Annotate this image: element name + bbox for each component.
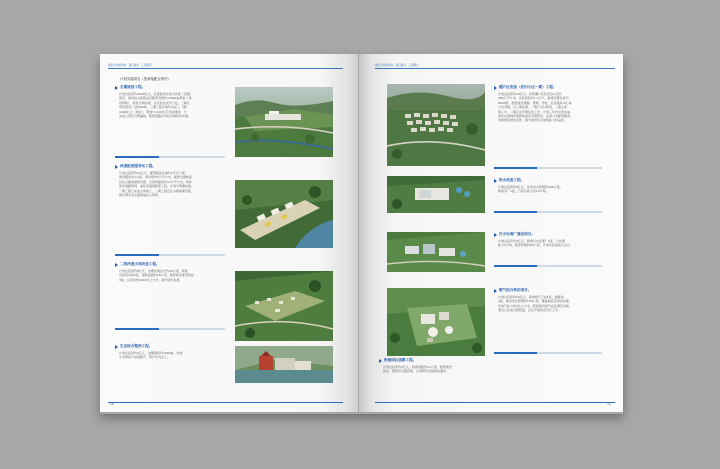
right-header-rule: [375, 68, 615, 69]
body-line: 计划总投资约3000亿元，沿高铁线布设分阶段（近期）: [119, 92, 193, 96]
right-running-header: 国家计划和规划 · 项目建设 · 工程简介: [375, 64, 419, 67]
body-line: 及改造水库2座，堤防加固约18公里，配套建设排涝泵站: [119, 273, 194, 278]
site-rendering-image: [235, 180, 333, 248]
left-section-3-body: [119, 269, 225, 282]
right-section-5-body: [383, 365, 603, 374]
section-marker-icon: [115, 345, 118, 349]
right-section-1-divider: [494, 167, 602, 169]
body-line: 280万平方米，涉及居民约1.2万户，新建安置住房约: [498, 96, 569, 101]
body-line: 设用地），项目分期实施，全线设站点约十处。二期可: [119, 100, 190, 105]
section-marker-icon: [379, 359, 382, 363]
left-section-2-title: [115, 164, 156, 169]
section-marker-icon: [494, 86, 497, 90]
body-line: 计划总投资约10亿元，新建燃气门站1座，储配站: [498, 295, 564, 299]
left-section-4-body: [119, 351, 225, 360]
body-line: 公共设施，分三期实施，一期已交付使用，二期主体: [498, 105, 568, 110]
body-line: 2座，铺设中压管网约150公里，覆盖城区及周边乡镇，: [498, 299, 572, 304]
treatment-plant-image: [387, 232, 485, 272]
right-photo-2-plant-aerial: [387, 176, 485, 213]
right-section-2-title: [494, 178, 524, 183]
right-section-4-title-text: 燃气综合利用项目。: [499, 288, 532, 292]
body-line: 8000套，配套建设道路、管网、学校、社区服务中心等: [498, 100, 572, 105]
body-line: 计划总投资约16亿元，改造棚户区及老旧小区约: [498, 92, 562, 96]
right-section-2-body: [498, 185, 602, 194]
left-photo-1-aerial-rendering: [235, 87, 333, 157]
body-line: 计划总投资约12亿元，配套服务区域约2平方公里，: [119, 171, 188, 175]
right-photo-3-treatment-plant: [387, 232, 485, 272]
aerial-rendering-image: [235, 87, 333, 157]
section-marker-icon: [115, 263, 118, 267]
body-line: 计划总投资约2亿元，治理面积约3000亩，实施: [119, 351, 183, 355]
right-section-1-title: [494, 85, 557, 90]
left-section-1-body: [119, 92, 225, 118]
left-photo-2-site-rendering: [235, 180, 333, 248]
left-section-1-divider: [115, 156, 225, 158]
right-section-2-divider: [494, 211, 602, 213]
right-section-4-body: [498, 295, 602, 313]
body-line: 3座，总库容约4200万立方米，提升防洪标准。: [119, 277, 183, 282]
body-line: 同步实施城市更新和街区风貌整治，完善公共配套服务，: [498, 114, 574, 119]
right-section-3-title-text: 污水处理厂建设项目。: [499, 232, 535, 236]
left-section-2-divider: [115, 254, 225, 256]
left-photo-4-facility-rendering: [235, 346, 333, 383]
body-line: 及综合服务楼等设施，总建筑面积约12万平方米，同步: [119, 179, 192, 184]
body-line: 计划总投资约4亿元，新建污水处理厂1座，日处理: [498, 239, 565, 243]
body-line: 预计明年底全面建成投入使用。: [119, 193, 162, 198]
body-line: 计划总投资约8亿元，治理河道总长约24公里，新建: [119, 269, 188, 273]
right-section-5-title: [379, 358, 416, 363]
right-section-1-body: [498, 92, 602, 123]
left-section-3-title-text: 二级河道水库改造工程。: [120, 262, 160, 266]
body-line: 计划总投资约3亿元，新建道路约12公里，配套建设: [383, 365, 452, 369]
left-section-4-title-text: 生态综合整治工程。: [120, 344, 153, 348]
body-line: 生态修复与景观提升，预计年内完工。: [119, 355, 171, 360]
right-section-3-body: [498, 239, 602, 248]
right-footer-rule: [375, 402, 615, 403]
body-line: 能力5万吨，配套管网约60公里，计划年底前投入运行。: [498, 243, 573, 248]
section-marker-icon: [115, 165, 118, 169]
right-page-number: 11: [607, 402, 611, 406]
body-line: 排水、照明及交通设施，计划明年底前建成通车。: [383, 369, 450, 374]
left-header-rule: [108, 68, 343, 69]
town-aerial-image: [387, 84, 485, 166]
body-line: 计划总投资约6亿元，改造供水管网约180公里，: [498, 185, 563, 189]
body-line: 项目已完成可研批复，正在开展初步设计工作。: [498, 308, 562, 313]
body-line: 新建水厂1座，日供水能力约10万吨。: [498, 189, 549, 194]
left-page: [100, 54, 358, 412]
section-marker-icon: [494, 179, 497, 183]
body-line: 利用现有厂站约60吨，二期工程计划年内完工（期）: [119, 105, 189, 110]
body-line: 年供气能力约3亿立方米，配套建设加气站及调压设施，: [498, 303, 572, 308]
left-section-1-title-text: 长期规划工程。: [120, 85, 146, 89]
gas-facility-image: [387, 288, 485, 356]
left-section-3-divider: [115, 328, 225, 330]
right-page: [359, 54, 623, 412]
left-intro-label: 计划实施项目（按承接配合排序）: [120, 77, 171, 81]
right-section-5-title-text: 物流园区道路工程。: [384, 358, 417, 362]
section-marker-icon: [494, 233, 497, 237]
body-line: 完成立项及可研编制，配套道路及市政设施同步实施。: [119, 114, 192, 119]
body-line: 建设服务中心1座，停车场约5万平方米，配套仓储物流: [119, 175, 192, 180]
park-rendering-image: [235, 271, 333, 341]
left-section-2-body: [119, 171, 225, 197]
left-photo-3-park-rendering: [235, 271, 333, 341]
right-photo-1-town-aerial: [387, 84, 485, 166]
left-section-1-title: [115, 85, 145, 90]
facility-rendering-image: [235, 346, 333, 383]
body-line: 1900亿元（地区），规划与1100亿元同步推进，已: [119, 109, 187, 114]
body-line: 改善居民居住条件，提升城市综合承载能力和品质。: [498, 118, 568, 123]
right-section-3-title: [494, 232, 535, 237]
right-section-3-divider: [494, 265, 602, 267]
left-section-3-title: [115, 262, 160, 267]
section-marker-icon: [115, 86, 118, 90]
body-line: 施工中，三期正在开展征收工作，计划三年内全部完成。: [498, 109, 574, 114]
section-marker-icon: [494, 289, 497, 293]
right-section-4-divider: [494, 352, 602, 354]
right-section-1-title-text: 棚户区改造（老旧小区一期）工程。: [499, 85, 557, 89]
right-section-4-title: [494, 288, 531, 293]
right-photo-4-gas-facility: [387, 288, 485, 356]
body-line: 建设，建设综合枢纽站及配套设施约12500亩用地（建: [119, 96, 192, 101]
plant-aerial-image: [387, 176, 485, 213]
left-page-number: 10: [110, 402, 114, 406]
right-section-2-title-text: 供水改造工程。: [499, 178, 525, 182]
left-section-2-title-text: 林道配套服务站工程。: [120, 164, 156, 168]
body-line: 建设道路管网、绿化景观等配套工程，计划分两期实施，: [119, 184, 195, 189]
left-running-header: 国家计划和规划 · 项目建设 · 工程简介: [108, 64, 152, 67]
body-line: 一期工程已完成主体施工，二期工程正在办理前期手续，: [119, 188, 195, 193]
left-footer-rule: [108, 402, 343, 403]
left-section-4-title: [115, 344, 152, 349]
